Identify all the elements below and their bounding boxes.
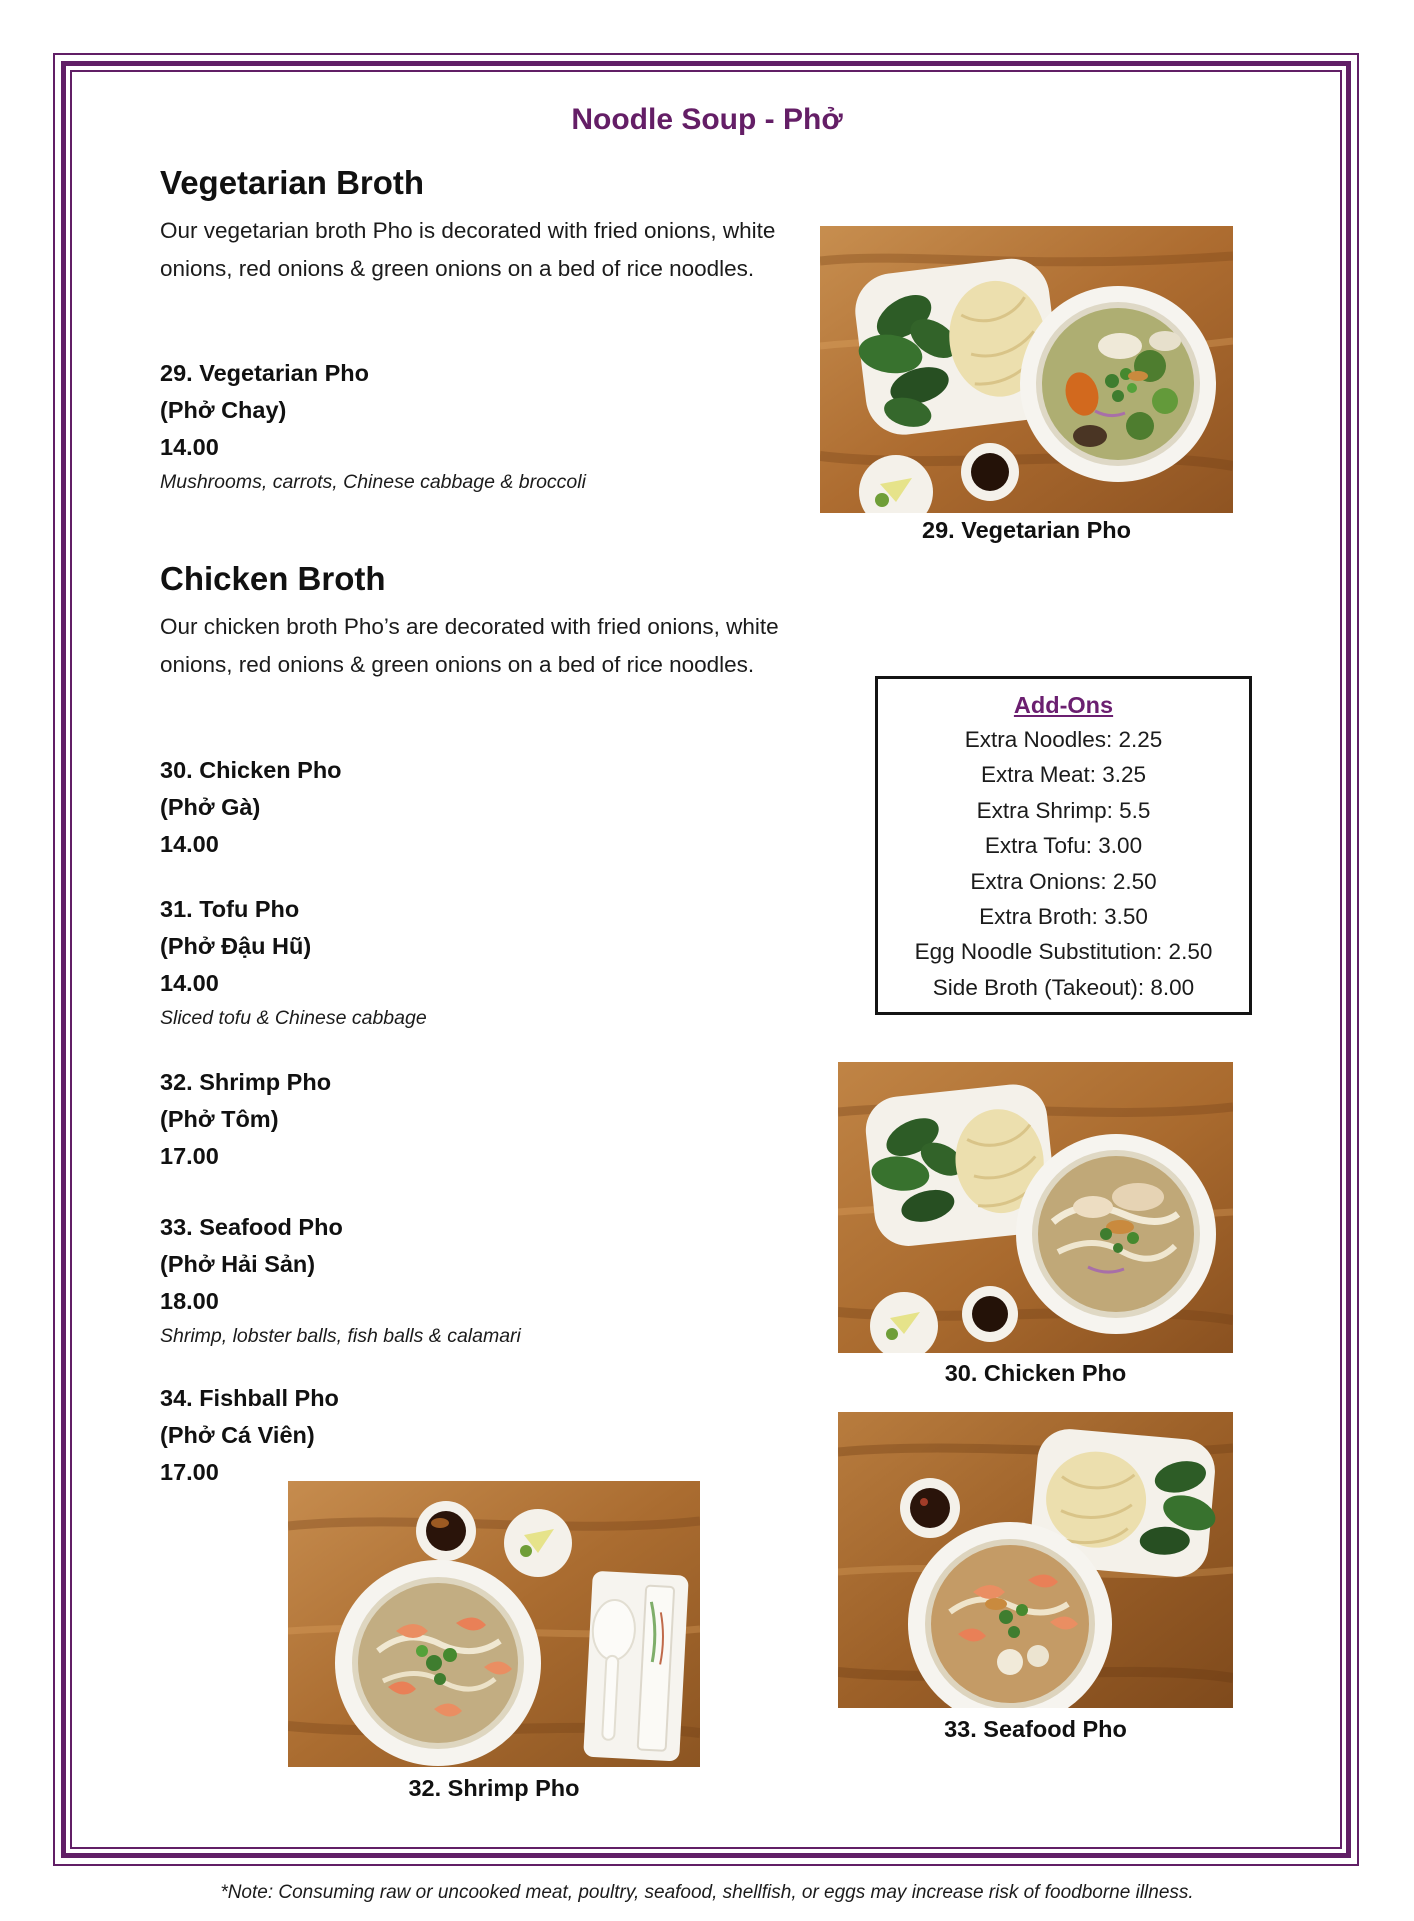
- addon-item: Egg Noodle Substitution: 2.50: [914, 939, 1213, 965]
- shrimp-pho-photo: [288, 1481, 700, 1767]
- item-price: 17.00: [160, 1459, 219, 1485]
- addon-item: Extra Meat: 3.25: [980, 762, 1147, 788]
- menu-item-33: [160, 1209, 820, 1353]
- section-intro-vegetarian: Our vegetarian broth Pho is decorated with fried onions, white onions, red onions & green onions on a bed of rice noodles.: [160, 218, 776, 281]
- chicken-slices: [1112, 1183, 1164, 1211]
- fried-onions: [431, 1518, 449, 1528]
- addon-item: Side Broth (Takeout): 8.00: [932, 974, 1195, 1000]
- item-vietnamese-name: (Phở Cá Viên): [160, 1422, 315, 1448]
- item-name: 33. Seafood Pho: [160, 1214, 343, 1240]
- item-description: Mushrooms, carrots, Chinese cabbage & broccoli: [160, 471, 586, 493]
- jalapeno-slice: [520, 1545, 532, 1557]
- item-vietnamese-name: (Phở Tôm): [160, 1106, 279, 1132]
- item-name: 32. Shrimp Pho: [160, 1069, 332, 1095]
- vegetarian-pho-photo: [820, 226, 1233, 513]
- jalapeno-slice: [886, 1328, 898, 1340]
- item-vietnamese-name: (Phở Gà): [160, 794, 261, 820]
- item-description: Sliced tofu & Chinese cabbage: [160, 1007, 427, 1029]
- jalapeno-slice: [875, 493, 889, 507]
- item-price: 17.00: [160, 1143, 219, 1169]
- menu-item-31: [160, 891, 820, 1035]
- item-vietnamese-name: (Phở Đậu Hũ): [160, 933, 312, 959]
- sauce-cup: [961, 443, 1019, 501]
- menu-item-30: [160, 752, 820, 863]
- page-title: Noodle Soup - Phở: [571, 103, 843, 136]
- mushroom: [1073, 425, 1107, 447]
- lime-plate: [504, 1509, 572, 1577]
- section-intro-chicken: Our chicken broth Pho’s are decorated with fried onions, white onions, red onions & green onions on a bed of rice noodles.: [160, 614, 779, 677]
- napkin-and-utensils: [583, 1571, 689, 1762]
- item-name: 34. Fishball Pho: [160, 1385, 339, 1411]
- item-description: Shrimp, lobster balls, fish balls & calamari: [160, 1325, 521, 1347]
- item-price: 14.00: [160, 831, 219, 857]
- chili-flakes: [920, 1498, 928, 1506]
- addon-item: Extra Noodles: 2.25: [964, 727, 1163, 752]
- menu-item-34: [160, 1380, 820, 1491]
- photo-caption: 33. Seafood Pho: [944, 1716, 1127, 1742]
- sauce-cup: [962, 1286, 1018, 1342]
- menu-item-32: [160, 1064, 820, 1175]
- section-heading-chicken: Chicken Broth: [160, 560, 386, 597]
- cabbage: [1098, 333, 1142, 359]
- fried-onions: [985, 1598, 1007, 1610]
- addon-item: Extra Tofu: 3.00: [984, 833, 1143, 859]
- menu-item-29: [160, 355, 820, 499]
- addon-item: Extra Onions: 2.50: [970, 868, 1157, 894]
- item-price: 14.00: [160, 434, 219, 460]
- item-price: 18.00: [160, 1288, 219, 1314]
- fried-onions: [1128, 371, 1148, 381]
- pho-bowl: [1020, 286, 1216, 482]
- addons-box: [875, 676, 1252, 1015]
- addon-item: Extra Broth: 3.50: [979, 904, 1148, 930]
- footer-note: *Note: Consuming raw or uncooked meat, poultry, seafood, shellfish, or eggs may increase risk of foodborne illness.: [220, 1882, 1194, 1903]
- photo-caption: 29. Vegetarian Pho: [922, 517, 1131, 543]
- pho-bowl: [335, 1560, 541, 1766]
- item-vietnamese-name: (Phở Chay): [160, 397, 287, 423]
- seafood-pho-photo: [838, 1412, 1233, 1708]
- sauce-cup: [900, 1478, 960, 1538]
- section-heading-vegetarian: Vegetarian Broth: [160, 164, 425, 201]
- photo-caption: 30. Chicken Pho: [944, 1360, 1127, 1386]
- item-name: 31. Tofu Pho: [160, 896, 300, 922]
- sauce-cup: [416, 1501, 476, 1561]
- item-price: 14.00: [160, 970, 219, 996]
- photo-caption: 32. Shrimp Pho: [408, 1775, 580, 1801]
- pho-bowl: [1016, 1134, 1216, 1334]
- item-name: 30. Chicken Pho: [160, 757, 342, 783]
- addons-title: Add-Ons: [1013, 692, 1114, 718]
- chicken-pho-photo: [838, 1062, 1233, 1353]
- fish-ball: [997, 1649, 1023, 1675]
- addon-item: Extra Shrimp: 5.5: [976, 797, 1151, 823]
- item-vietnamese-name: (Phở Hải Sản): [160, 1251, 316, 1277]
- item-name: 29. Vegetarian Pho: [160, 360, 369, 386]
